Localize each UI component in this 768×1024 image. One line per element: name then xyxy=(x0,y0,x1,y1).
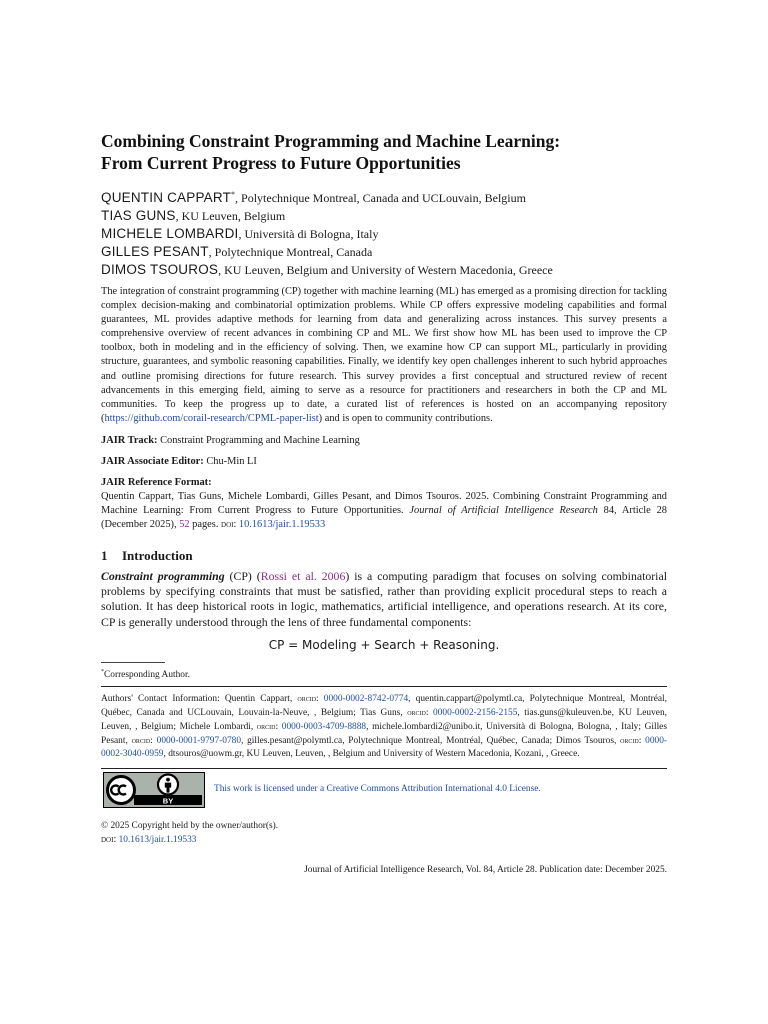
journal-footer: Journal of Artificial Intelligence Research, Vol. 84, Article 28. Publication date: December 2025. xyxy=(304,865,667,875)
jair-editor xyxy=(101,455,667,469)
contact-details: , tias.guns@kuleuven.be, KU Leuven, Leuven, , Belgium; Michele Lombardi, xyxy=(101,707,668,732)
reference-text xyxy=(101,490,667,532)
intro-term: Constraint programming xyxy=(101,569,225,583)
footnote-text: Corresponding Author. xyxy=(104,670,190,681)
reference-doi-label: doi: xyxy=(221,519,237,530)
section-number: 1 xyxy=(101,548,108,563)
section-title: Introduction xyxy=(122,548,193,563)
author-affiliation: , KU Leuven, Belgium xyxy=(175,209,286,223)
contact-details: , quentin.cappart@polymtl.ca, Polytechnique Montreal, Montréal, Québec, Canada and UCLouvain, Louvain-la-Neuve, , Belgium; Tias Guns, xyxy=(101,694,667,718)
title-line-2: From Current Progress to Future Opportunities xyxy=(101,153,461,173)
title-line-1: Combining Constraint Programming and Machine Learning: xyxy=(101,131,561,151)
paper-title xyxy=(101,130,667,174)
author-marker: * xyxy=(231,190,236,199)
license-divider xyxy=(101,768,667,769)
intro-abbr: (CP) ( xyxy=(224,569,261,583)
footer-doi-label: doi: xyxy=(101,834,117,845)
author-entry xyxy=(101,207,667,225)
author-entry xyxy=(101,243,667,261)
author-name: TIAS GUNS xyxy=(101,208,176,223)
orcid-link[interactable]: 0000-0003-4709-8888 xyxy=(281,721,367,732)
contact-information: Authors' Contact Information: Quentin Cappart, orcid: 0000-0002-8742-0774, quentin.cappart@polymtl.ca, Polytechnique Montreal, Montréal, Québec, Canada and UCLouvain, Louvain-la-Neuve, , Belgium; Tias Guns, orcid: 0000-0002-2156-2155, tias.guns@kuleuven.be, KU Leuven, Leuven, , Belgium; Michele Lombardi, orcid: 0000-0003-4709-8888, michele.lombardi2@unibo.it, Università di Bologna, Bologna, , Italy; Gilles Pesant, orcid: 0000-0001-9797-0780, gilles.pesant@polymtl.ca, Polytechnique Montreal, Montréal, Québec, Canada; Dimos Tsouros, orcid: 0000-0002-3040-0959, dtsouros@uowm.gr, KU Leuven, Leuven, , Belgium and University of Western Macedonia, Kozani, , Greece. xyxy=(101,693,668,759)
cc-badge-label: BY xyxy=(162,796,174,806)
license-link[interactable]: This work is licensed under a Creative Commons Attribution International 4.0 License. xyxy=(214,784,541,794)
jair-reference xyxy=(101,476,667,532)
reference-doi-link[interactable]: 10.1613/jair.1.19533 xyxy=(238,519,326,530)
author-name: QUENTIN CAPPART xyxy=(101,190,232,205)
editor-label: JAIR Associate Editor: xyxy=(101,456,204,467)
equation: CP = Modeling + Search + Reasoning. xyxy=(268,638,500,652)
orcid-label: orcid xyxy=(407,706,426,717)
jair-track xyxy=(101,434,667,448)
footnote-divider xyxy=(101,662,165,663)
reference-pages-suffix: pages. xyxy=(189,519,222,530)
author-affiliation: , Polytechnique Montreal, Canada and UCLouvain, Belgium xyxy=(235,191,526,205)
reference-authors: Quentin Cappart, Tias Guns, Michele Lombardi, Gilles Pesant, and Dimos Tsouros. 2025. Combining Constraint Programming and Machine Learning: From Current Progress to Future Opportunities. xyxy=(101,491,667,516)
cc-by-icon xyxy=(104,773,203,806)
reference-volume: 84, Article 28 (December 2025), xyxy=(101,505,667,530)
author-entry xyxy=(101,261,667,279)
contact-divider xyxy=(101,686,667,687)
abstract-tail: ) and is open to community contributions. xyxy=(318,412,493,424)
orcid-label: orcid xyxy=(131,734,151,745)
author-affiliation: , Università di Bologna, Italy xyxy=(238,227,379,241)
intro-citation-link[interactable]: Rossi et al. 2006 xyxy=(260,569,346,583)
repository-link[interactable]: https://github.com/corail-research/CPML-paper-list xyxy=(104,412,319,424)
track-value: Constraint Programming and Machine Learning xyxy=(160,435,360,446)
author-affiliation: , Polytechnique Montreal, Canada xyxy=(208,245,373,259)
copyright-notice: © 2025 Copyright held by the owner/author(s). xyxy=(101,821,279,831)
author-list xyxy=(101,186,667,279)
intro-text: ) is a computing paradigm that focuses on solving combinatorial problems by specifying constraints that must be satisfied, rather than providing explicit procedural steps to reach a solution. It has deep historical roots in logic, mathematics, artificial intelligence, and operations research. At its core, CP is generally understood through the lens of three fundamental components: xyxy=(101,569,667,629)
orcid-link[interactable]: 0000-0002-2156-2155 xyxy=(433,707,518,718)
orcid-link[interactable]: 0000-0002-3040-0959 xyxy=(101,735,668,759)
orcid-label: orcid xyxy=(256,720,276,731)
author-entry xyxy=(101,225,667,243)
section-heading xyxy=(101,547,193,565)
contact-details: , gilles.pesant@polymtl.ca, Polytechnique Montreal, Montréal, Québec, Canada; Dimos Tsouros, xyxy=(241,735,621,746)
abstract-text: The integration of constraint programming (CP) together with machine learning (ML) has emerged as a promising direction for tackling complex decision-making and combinatorial optimization problems. While CP offers expressive modeling capabilities and formal guarantees, ML provides adaptive methods for learning from data and generalizing across instances. This survey presents a comprehensive overview of recent advances in combining CP and ML. We first show how ML has been used to improve the CP toolbox, both in modeling and in the efficiency of solving. Then, we examine how CP can support ML, particularly in providing structure, guarantees, and symbolic reasoning capabilities. Finally, we identify key open challenges inherent to such hybrid approaches and outline promising directions for future research. This survey provides a first conceptual and structured review of recent advancements in this emerging field, aiming to serve as a resource for practitioners and researchers in both the CP and ML communities. To keep the progress up to date, a curated list of references is hosted on an accompanying repository ( xyxy=(101,286,667,424)
author-affiliation: , KU Leuven, Belgium and University of Western Macedonia, Greece xyxy=(218,263,553,277)
abstract xyxy=(101,285,667,426)
reference-label: JAIR Reference Format: xyxy=(101,477,212,488)
orcid-link[interactable]: 0000-0001-9797-0780 xyxy=(156,735,242,746)
cc-by-license-badge[interactable] xyxy=(103,772,205,808)
author-name: DIMOS TSOUROS xyxy=(101,262,219,277)
footer-doi-link[interactable]: 10.1613/jair.1.19533 xyxy=(118,835,197,845)
reference-journal: Journal of Artificial Intelligence Research xyxy=(409,505,598,516)
intro-paragraph xyxy=(101,569,667,630)
orcid-label: orcid xyxy=(297,693,317,703)
orcid-label: orcid xyxy=(620,734,639,745)
footnote-marker: * xyxy=(101,669,104,675)
track-label: JAIR Track: xyxy=(101,435,158,446)
contact-details: , dtsouros@uowm.gr, KU Leuven, Leuven, , Belgium and University of Western Macedonia, Kozani, , Greece. xyxy=(163,748,580,759)
editor-value: Chu-Min LI xyxy=(206,456,257,467)
author-name: GILLES PESANT xyxy=(101,244,209,259)
footnote xyxy=(101,666,190,681)
author-name: MICHELE LOMBARDI xyxy=(101,226,239,241)
reference-pages-link[interactable]: 52 xyxy=(179,519,190,530)
author-entry xyxy=(101,186,667,207)
contact-details: , michele.lombardi2@unibo.it, Università di Bologna, Bologna, , Italy; Gilles Pesant, xyxy=(101,721,667,746)
orcid-link[interactable]: 0000-0002-8742-0774 xyxy=(323,694,409,704)
license-notice xyxy=(214,783,541,795)
footer-doi xyxy=(101,833,196,847)
contact-lead: Authors' Contact Information: Quentin Cappart, xyxy=(101,694,298,704)
